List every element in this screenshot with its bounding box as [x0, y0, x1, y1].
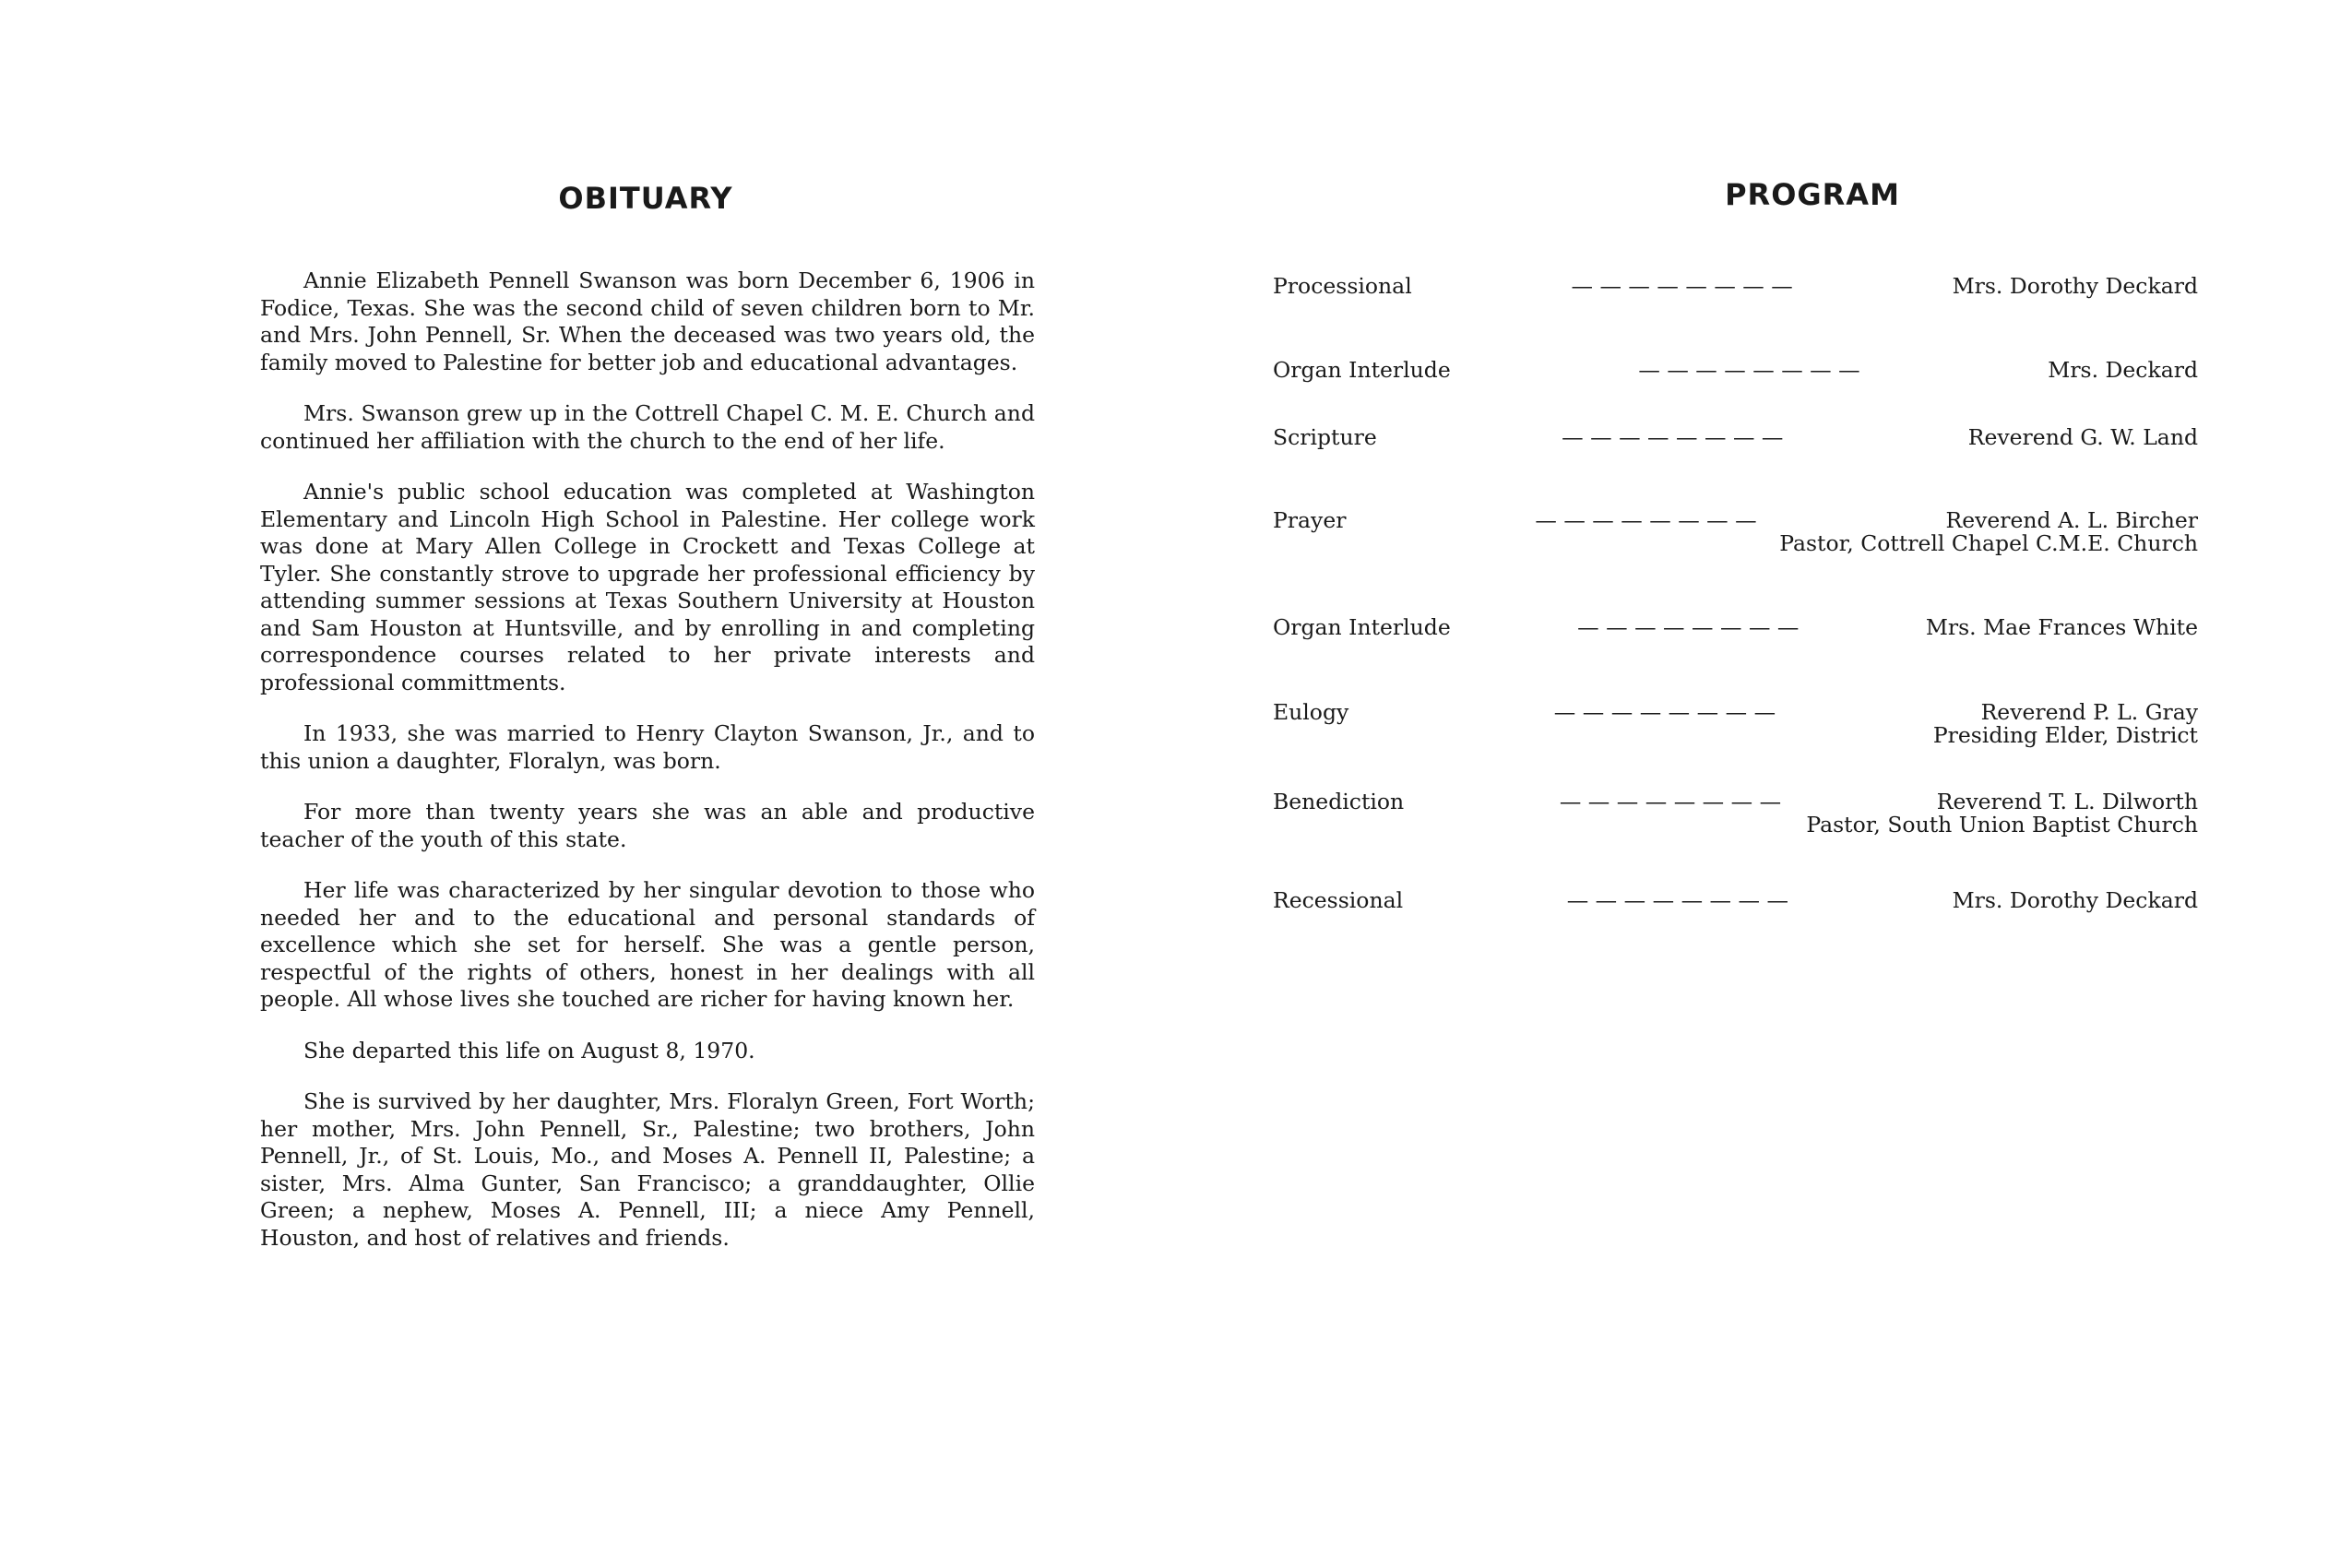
program-item-label: Benediction: [1273, 789, 1405, 814]
program-item-person: Reverend G. W. Land: [1967, 424, 2198, 450]
program-item-label: Organ Interlude: [1273, 614, 1451, 640]
program-item-processional: [1273, 275, 2198, 298]
dash-leader: — — — — — — — —: [1566, 887, 1788, 913]
obituary-paragraph: She is survived by her daughter, Mrs. Floralyn Green, Fort Worth; her mother, Mrs. John Pennell, Sr., Palestine; two brothers, John Pennell, Jr., of St. Louis, Mo., and Moses A. Pennell II, Palestine; a sister, Mrs. Alma Gunter, San Francisco; a granddaughter, Ollie Green; a nephew, Moses A. Pennell, III; a niece Amy Pennell, Houston, and host of relatives and friends.: [260, 1088, 1035, 1251]
program-item-person: Mrs. Dorothy Deckard: [1952, 273, 2198, 299]
dash-leader: — — — — — — — —: [1638, 357, 1860, 383]
obituary-body: [260, 267, 1035, 1276]
program-item-organ-interlude-2: [1273, 616, 2198, 639]
program-item-scripture: [1273, 426, 2198, 449]
program-item-label: Organ Interlude: [1273, 357, 1451, 383]
obituary-paragraph: Her life was characterized by her singular devotion to those who needed her and to the educational and personal standards of excellence which she set for herself. She was a gentle person, respectful of the rights of others, honest in her dealings with all people. All whose lives she touched are richer for having known her.: [260, 877, 1035, 1012]
program-item-person: Mrs. Dorothy Deckard: [1952, 887, 2198, 913]
obituary-paragraph: Annie's public school education was completed at Washington Elementary and Lincoln High School in Palestine. Her college work was done at Mary Allen College in Crockett and Texas College at Tyler. She constantly strove to upgrade her professional efficiency by attending summer sessions at Texas Southern University at Houston and Sam Houston at Huntsville, and by enrolling in and completing correspondence courses related to her private interests and professional committments.: [260, 479, 1035, 695]
program-heading: PROGRAM: [1725, 177, 1900, 212]
dash-leader: — — — — — — — —: [1535, 507, 1757, 533]
obituary-paragraph: Annie Elizabeth Pennell Swanson was born December 6, 1906 in Fodice, Texas. She was the second child of seven children born to Mr. and Mrs. John Pennell, Sr. When the deceased was two years old, the family moved to Palestine for better job and educational advantages.: [260, 267, 1035, 375]
program-item-affiliation: Presiding Elder, District: [1932, 722, 2198, 748]
program-item-affiliation: Pastor, Cottrell Chapel C.M.E. Church: [1779, 530, 2198, 556]
dash-leader: — — — — — — — —: [1553, 699, 1776, 725]
obituary-paragraph: She departed this life on August 8, 1970.: [303, 1037, 755, 1063]
program-item-label: Recessional: [1273, 887, 1404, 913]
obituary-paragraph: Mrs. Swanson grew up in the Cottrell Chapel C. M. E. Church and continued her affiliation with the church to the end of her life.: [260, 400, 1035, 454]
obituary-heading: OBITUARY: [558, 181, 733, 216]
program-item-person: Reverend T. L. Dilworth: [1936, 789, 2198, 814]
program-item-person: Reverend A. L. Bircher: [1945, 507, 2198, 533]
program-item-recessional: [1273, 889, 2198, 912]
dash-leader: — — — — — — — —: [1577, 614, 1800, 640]
dash-leader: — — — — — — — —: [1559, 789, 1782, 814]
obituary-page: [0, 0, 1078, 1568]
program-item-person: Reverend P. L. Gray: [1980, 699, 2198, 725]
program-item-person: Mrs. Mae Frances White: [1925, 614, 2198, 640]
program-item-benediction: [1273, 790, 2198, 837]
program-item-person: Mrs. Deckard: [2048, 357, 2198, 383]
obituary-paragraph: For more than twenty years she was an able and productive teacher of the youth of this state.: [260, 799, 1035, 852]
program-item-eulogy: [1273, 701, 2198, 747]
program-item-label: Scripture: [1273, 424, 1377, 450]
program-page: [1078, 0, 2198, 1568]
program-item-prayer: [1273, 509, 2198, 555]
dash-leader: — — — — — — — —: [1571, 273, 1793, 299]
dash-leader: — — — — — — — —: [1562, 424, 1784, 450]
program-item-organ-interlude: [1273, 359, 2198, 382]
program-item-label: Eulogy: [1273, 699, 1349, 725]
program-item-affiliation: Pastor, South Union Baptist Church: [1806, 812, 2198, 837]
program-item-label: Prayer: [1273, 507, 1347, 533]
program-item-label: Processional: [1273, 273, 1412, 299]
obituary-paragraph: In 1933, she was married to Henry Clayton Swanson, Jr., and to this union a daughter, Floralyn, was born.: [260, 720, 1035, 774]
